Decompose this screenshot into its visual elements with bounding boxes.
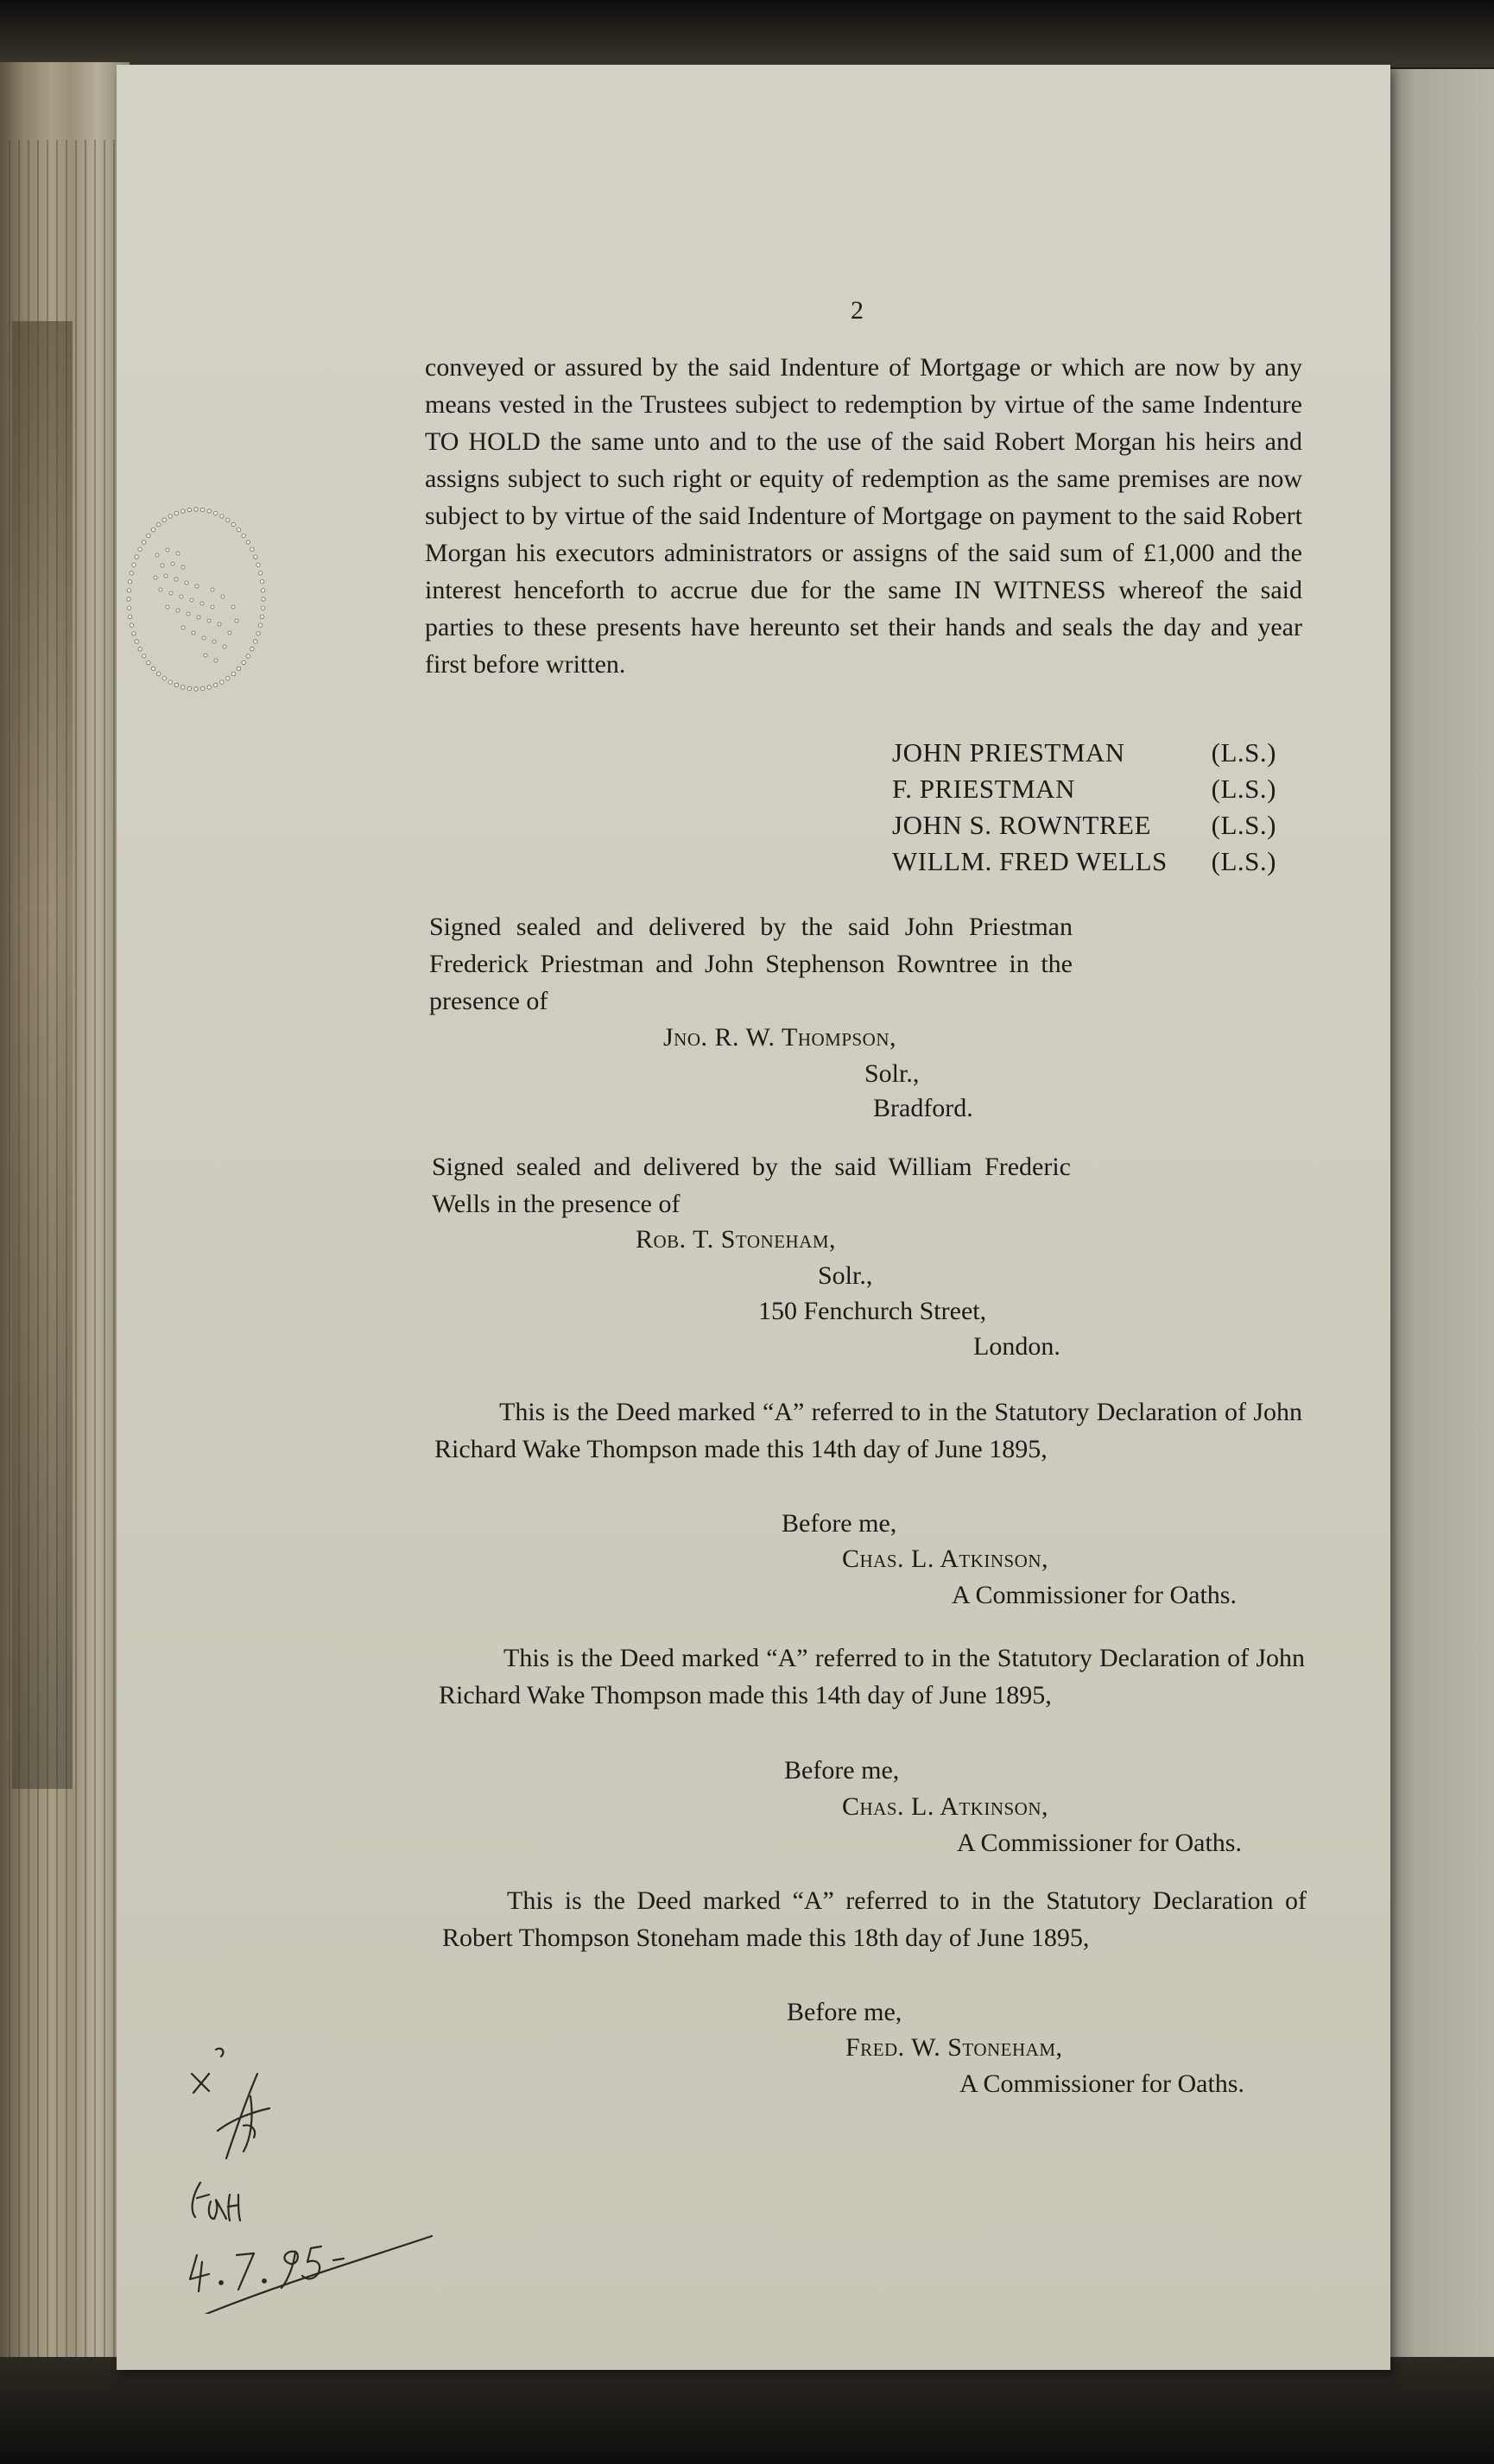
perforation-dot (132, 563, 136, 566)
page-number: 2 (851, 296, 864, 325)
perforation-dot (250, 547, 254, 551)
attestation-statement: Signed sealed and delivered by the said William Frederic Wells in the presence of (432, 1153, 1071, 1218)
perforation-dot (213, 683, 217, 686)
declaration-text: This is the Deed marked “A” referred to in the Statutory Declaration of John Richard Wake Thompson made this 14th day of June 1895, (434, 1398, 1302, 1463)
witness-city: London. (973, 1332, 1060, 1361)
perforation-dot (242, 534, 245, 537)
perforation-dot (166, 605, 169, 609)
perforation-dot (166, 548, 169, 552)
perforation-dot (256, 632, 260, 635)
perforation-dot (164, 574, 168, 578)
perforation-dot (221, 595, 225, 598)
perforation-dot (192, 631, 195, 635)
perforation-dot (185, 581, 188, 584)
perforation-dot (211, 605, 214, 609)
perforation-dot (127, 606, 130, 610)
perforation-dot (246, 654, 250, 658)
perforation-dot (138, 648, 142, 651)
perforation-dot (138, 547, 142, 551)
perforation-dot (162, 518, 166, 521)
perforation-dot (258, 572, 262, 575)
perforation-dot (207, 509, 211, 513)
perforation-dot (226, 518, 230, 521)
perforation-dot (174, 511, 178, 515)
perforation-dot (130, 572, 133, 575)
seal-mark: (L.S.) (1211, 774, 1276, 804)
declaration-text: This is the Deed marked “A” referred to in the Statutory Declaration of John Richard Wake Thompson made this 14th day of June 1895, (439, 1644, 1305, 1709)
body-paragraph: conveyed or assured by the said Indenture of Mortgage or which are now by any means vested in the Trustees subject to redemption by virtue of the same Indenture TO HOLD the same unto and to the use of the said Robert Morgan his heirs and assigns subject to such right or equity of redemption as the same premises are now subject to by virtue of the said Indenture of Mortgage on payment to the said Robert Morgan his executors administrators or assigns of the said sum of £1,000 and the interest henceforth to accrue due for the same IN WITNESS whereof the said parties to these presents have hereunto set their hands and seals the day and year first before written. (425, 353, 1302, 679)
perforation-dot (194, 508, 198, 511)
perforation-dot (187, 612, 190, 616)
perforation-dot (231, 522, 235, 526)
perforation-dot (151, 667, 155, 670)
perforation-stamp-icon (123, 503, 269, 695)
perforation-dot (176, 552, 180, 555)
perforation-dot (142, 654, 146, 658)
perforation-dot (214, 659, 218, 662)
book-page-edges (0, 62, 130, 2385)
perforation-dot (258, 623, 262, 627)
seal-mark: (L.S.) (1211, 810, 1276, 840)
perforation-dot (147, 534, 150, 537)
signatory-name: JOHN PRIESTMAN (892, 737, 1125, 768)
perforation-dot (132, 632, 136, 635)
seal-mark: (L.S.) (1211, 846, 1276, 876)
perforation-dot (212, 640, 216, 643)
perforation-dot (202, 636, 206, 640)
declaration-before: Before me, (787, 1998, 902, 2026)
witness-place: Bradford. (873, 1094, 973, 1122)
perforation-dot (169, 591, 173, 595)
perforation-dot (142, 540, 146, 544)
commissioner-name: Chas. L. Atkinson, (842, 1545, 1049, 1573)
perforation-dot (159, 588, 162, 591)
perforation-dot (135, 640, 138, 643)
perforation-dot (261, 589, 264, 592)
signature-line (892, 846, 1276, 882)
perforation-dot (187, 686, 191, 690)
perforation-dot (127, 589, 130, 592)
perforation-dot (181, 685, 185, 689)
perforation-dot (181, 509, 185, 513)
attestation-statement: Signed sealed and delivered by the said John Priestman Frederick Priestman and John Stephenson Rowntree in the presence of (429, 913, 1073, 1015)
perforation-dot (187, 508, 191, 511)
commissioner-role: A Commissioner for Oaths. (957, 1829, 1242, 1857)
perforation-dot (176, 609, 180, 612)
adjacent-page (1382, 69, 1494, 2357)
perforation-dot (262, 597, 265, 601)
perforation-dot (235, 619, 238, 622)
perforation-dot (147, 660, 150, 664)
perforation-dot (190, 598, 193, 602)
perforation-dot (218, 622, 221, 626)
perforation-dot (161, 564, 164, 567)
perforation-dot (242, 660, 245, 664)
perforation-dot (168, 515, 172, 518)
signatory-name: F. PRIESTMAN (892, 774, 1075, 804)
declaration-before: Before me, (782, 1509, 897, 1538)
perforation-dot (200, 602, 204, 605)
commissioner-role: A Commissioner for Oaths. (952, 1581, 1237, 1609)
perforation-dot (237, 667, 240, 670)
perforation-dot (211, 588, 214, 591)
perforation-dot (254, 640, 257, 643)
witness-name: Rob. T. Stoneham, (636, 1225, 837, 1254)
perforation-dot (260, 580, 263, 584)
perforation-dot (231, 672, 235, 675)
perforation-dot (207, 619, 211, 622)
witness-address: 150 Fenchurch Street, (758, 1297, 987, 1325)
perforation-dot (135, 555, 138, 559)
perforation-dot (155, 553, 159, 557)
perforation-dot (130, 623, 133, 627)
declaration-before: Before me, (784, 1756, 900, 1785)
perforation-dot (128, 580, 131, 584)
perforation-dot (156, 522, 160, 526)
perforation-dot (181, 565, 185, 569)
perforation-dot (162, 677, 166, 680)
scan-bottom-border (0, 2357, 1494, 2464)
perforation-dot (174, 683, 178, 686)
perforation-dot (168, 680, 172, 684)
perforation-dot (250, 648, 254, 651)
perforation-dot (154, 576, 157, 579)
perforation-dot (204, 654, 207, 657)
perforation-dot (260, 615, 263, 618)
commissioner-name: Chas. L. Atkinson, (842, 1792, 1049, 1821)
perforation-dot (256, 563, 260, 566)
witness-title: Solr., (864, 1059, 920, 1088)
perforation-dot (174, 578, 178, 581)
perforation-dot (261, 606, 264, 610)
perforation-dot (220, 515, 224, 518)
perforation-dot (171, 562, 174, 565)
perforation-dot (180, 595, 183, 598)
perforation-dot (246, 540, 250, 544)
perforation-dot (151, 528, 155, 531)
signature-line (892, 774, 1276, 810)
perforation-dot (231, 605, 235, 609)
commissioner-name: Fred. W. Stoneham, (845, 2033, 1063, 2062)
perforation-dot (128, 615, 131, 618)
perforation-dot (156, 672, 160, 675)
perforation-dot (223, 645, 226, 648)
perforation-dot (228, 631, 231, 635)
edge-stain (12, 321, 73, 1789)
perforation-dot (213, 511, 217, 515)
perforation-dot (237, 528, 240, 531)
seal-mark: (L.S.) (1211, 737, 1276, 768)
perforation-dot (127, 597, 130, 601)
witness-title: Solr., (818, 1261, 873, 1290)
perforation-dot (181, 626, 185, 629)
scan-top-border (0, 0, 1494, 67)
signature-line (892, 810, 1276, 846)
signatory-name: JOHN S. ROWNTREE (892, 810, 1151, 840)
signature-line (892, 737, 1276, 774)
perforation-dot (254, 555, 257, 559)
witness-name: Jno. R. W. Thompson, (663, 1023, 897, 1052)
perforation-dot (207, 685, 211, 689)
perforation-dot (200, 508, 204, 511)
handwritten-pencil-note (164, 2029, 449, 2314)
perforation-dot (200, 686, 204, 690)
perforation-dot (197, 616, 200, 619)
signatory-name: WILLM. FRED WELLS (892, 846, 1168, 876)
perforation-dot (194, 687, 198, 691)
declaration-text: This is the Deed marked “A” referred to in the Statutory Declaration of Robert Thompson Stoneham made this 18th day of June 1895, (442, 1886, 1307, 1952)
perforation-dot (226, 677, 230, 680)
perforation-dot (195, 584, 199, 588)
perforation-dot (220, 680, 224, 684)
commissioner-role: A Commissioner for Oaths. (959, 2069, 1244, 2098)
